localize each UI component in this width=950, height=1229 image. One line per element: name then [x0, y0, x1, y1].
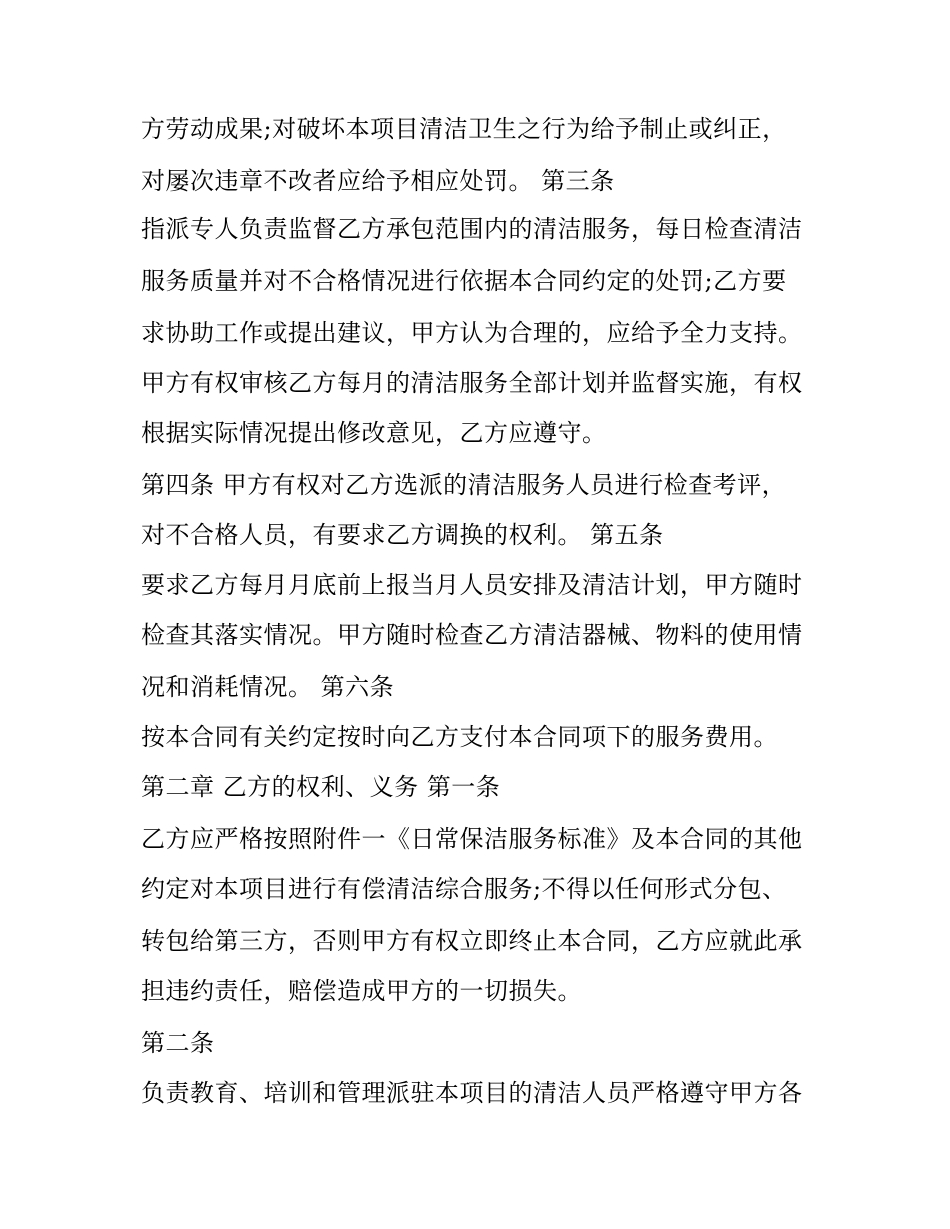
text-line-3: 指派专人负责监督乙方承包范围内的清洁服务，每日检查清洁	[141, 215, 803, 243]
text-line-10: 要求乙方每月月底前上报当月人员安排及清洁计划，甲方随时	[141, 571, 803, 599]
text-line-17: 转包给第三方，否则甲方有权立即终止本合同，乙方应就此承	[141, 927, 803, 955]
text-line-11: 检查其落实情况。甲方随时检查乙方清洁器械、物料的使用情	[141, 621, 803, 649]
text-line-7: 根据实际情况提出修改意见，乙方应遵守。	[141, 419, 607, 447]
text-line-8: 第四条 甲方有权对乙方选派的清洁服务人员进行检查考评，	[141, 471, 787, 499]
text-line-15: 乙方应严格按照附件一《日常保洁服务标准》及本合同的其他	[141, 825, 803, 853]
text-line-6: 甲方有权审核乙方每月的清洁服务全部计划并监督实施，有权	[141, 369, 803, 397]
text-line-9: 对不合格人员，有要求乙方调换的权利。 第五条	[141, 521, 664, 549]
text-line-18: 担违约责任，赔偿造成甲方的一切损失。	[141, 977, 582, 1005]
text-line-4: 服务质量并对不合格情况进行依据本合同约定的处罚;乙方要	[141, 267, 787, 295]
text-line-19: 第二条	[141, 1029, 215, 1057]
text-line-5: 求协助工作或提出建议，甲方认为合理的，应给予全力支持。	[141, 319, 803, 347]
text-line-14: 第二章 乙方的权利、义务 第一条	[141, 773, 501, 801]
text-line-12: 况和消耗情况。 第六条	[141, 673, 395, 701]
text-line-1: 方劳动成果;对破坏本项目清洁卫生之行为给予制止或纠正，	[141, 115, 787, 143]
text-line-13: 按本合同有关约定按时向乙方支付本合同项下的服务费用。	[141, 723, 778, 751]
text-line-2: 对屡次违章不改者应给予相应处罚。 第三条	[141, 167, 615, 195]
text-line-20: 负责教育、培训和管理派驻本项目的清洁人员严格遵守甲方各	[141, 1079, 803, 1107]
text-line-16: 约定对本项目进行有偿清洁综合服务;不得以任何形式分包、	[141, 875, 787, 903]
